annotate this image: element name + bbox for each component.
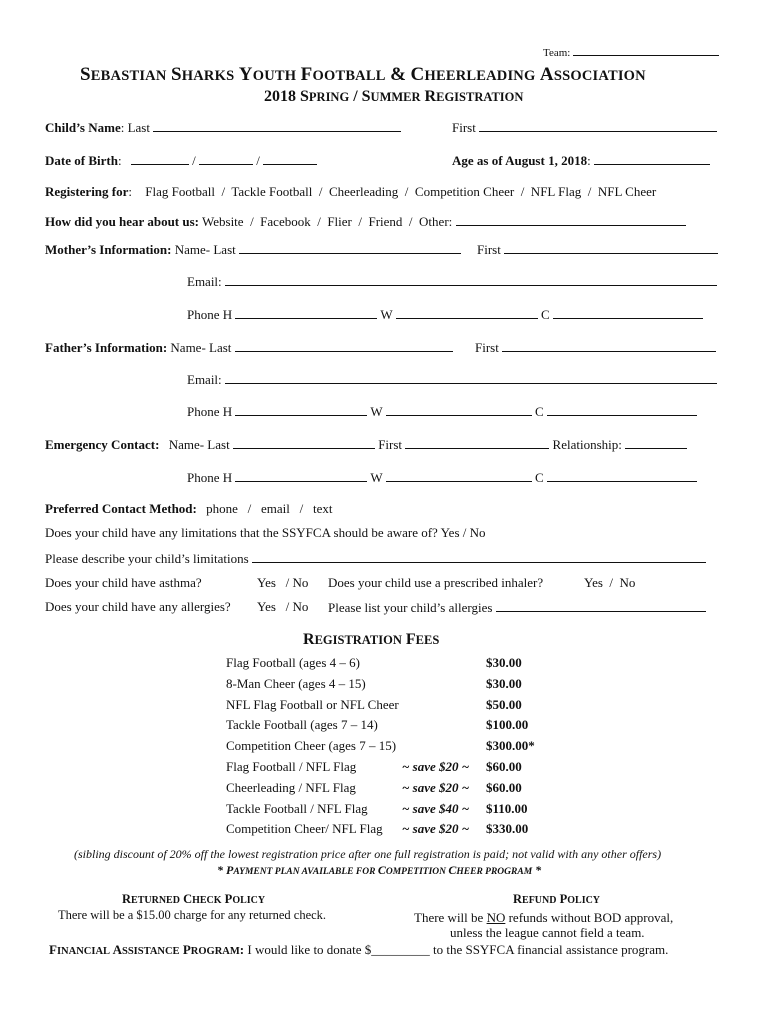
fee-item-name: NFL Flag Football or NFL Cheer	[226, 697, 399, 712]
title-word: REGISTRATION	[424, 88, 524, 105]
fee-item-name: Tackle Football / NFL Flag	[226, 801, 368, 816]
father-first-name-field[interactable]	[502, 339, 716, 352]
mother-phone-row: Phone H W C	[187, 306, 703, 323]
father-email-field[interactable]	[225, 371, 717, 384]
allergy-list-field[interactable]	[496, 599, 706, 612]
fee-item-price: $50.00	[486, 697, 522, 712]
hear-row: How did you hear about us: Website / Facebook / Flier / Friend / Other:	[45, 213, 686, 230]
form-title	[80, 64, 646, 86]
asthma-yes-no[interactable]: Yes / No	[257, 575, 309, 590]
fee-item-name: 8-Man Cheer (ages 4 – 15)	[226, 676, 366, 691]
title-word: SUMMER	[361, 88, 421, 105]
contact-method-row: Preferred Contact Method: phone / email / text	[45, 501, 333, 516]
title-word: FOOTBALL	[300, 64, 386, 85]
mother-last-name-field[interactable]	[239, 241, 461, 254]
fee-item-name: Flag Football (ages 4 – 6)	[226, 655, 360, 670]
fee-item-price: $330.00	[486, 821, 529, 836]
emergency-phone-work-field[interactable]	[386, 469, 532, 482]
title-word: /	[353, 88, 358, 105]
hear-other-field[interactable]	[456, 213, 686, 226]
mother-phone-home-field[interactable]	[235, 306, 377, 319]
inhaler-question: Does your child use a prescribed inhaler?	[328, 575, 544, 590]
child-last-name-field[interactable]	[153, 119, 401, 132]
fee-item-price: $110.00	[486, 801, 528, 816]
father-email-row: Email:	[187, 371, 717, 388]
registering-row: Registering for: Flag Football / Tackle Football / Cheerleading / Competition Cheer / NFL Flag / NFL Cheer	[45, 184, 657, 199]
fee-item-name: Competition Cheer (ages 7 – 15)	[226, 738, 397, 753]
age-row: Age as of August 1, 2018:	[452, 152, 710, 169]
hear-options[interactable]: Website / Facebook / Flier / Friend / Other:	[202, 214, 453, 229]
fee-item-name: Cheerleading / NFL Flag	[226, 780, 356, 795]
emergency-phone-row: Phone H W C	[187, 469, 697, 486]
mother-email-row: Email:	[187, 273, 717, 290]
payment-plan-note: * PAYMENT PLAN AVAILABLE FOR COMPETITION CHEER PROGRAM *	[217, 863, 542, 877]
sibling-note: (sibling discount of 20% off the lowest registration price after one full registration is paid; not valid with any other offers)	[74, 847, 662, 861]
registering-options[interactable]: Flag Football / Tackle Football / Cheerleading / Competition Cheer / NFL Flag / NFL Cheer	[145, 184, 657, 199]
title-word: &	[390, 64, 407, 85]
fee-item-savings: ~ save $20 ~	[402, 759, 470, 774]
form-subtitle: 2018 SPRING / SUMMER REGISTRATION	[264, 88, 524, 105]
child-first-row: First	[452, 119, 717, 136]
allergies-question: Does your child have any allergies?	[45, 599, 231, 614]
fees-heading: REGISTRATION FEES	[303, 631, 440, 648]
title-word: SPRING	[300, 88, 350, 105]
emergency-phone-home-field[interactable]	[235, 469, 367, 482]
financial-assistance-row: FINANCIAL ASSISTANCE PROGRAM: I would like to donate $_________ to the SSYFCA financial assistance program.	[49, 942, 669, 957]
title-word: YOUTH	[238, 64, 297, 85]
limitations-field[interactable]	[252, 550, 706, 563]
mother-name-row: Mother’s Information: Name- Last	[45, 241, 461, 258]
refund-text: There will be NO refunds without BOD approval,	[414, 910, 674, 925]
father-phone-cell-field[interactable]	[547, 403, 697, 416]
fee-item-name: Competition Cheer/ NFL Flag	[226, 821, 383, 836]
allergies-yes-no[interactable]: Yes / No	[257, 599, 309, 614]
mother-first-name-field[interactable]	[504, 241, 718, 254]
dob-year-field[interactable]	[263, 152, 317, 165]
fee-item-savings: ~ save $20 ~	[402, 780, 470, 795]
father-first-row: First	[475, 339, 716, 356]
team-field[interactable]	[573, 46, 719, 56]
mother-phone-work-field[interactable]	[396, 306, 538, 319]
father-last-name-field[interactable]	[235, 339, 453, 352]
age-field[interactable]	[594, 152, 710, 165]
title-word: CHEERLEADING	[410, 64, 536, 85]
inhaler-yes-no[interactable]: Yes / No	[584, 575, 636, 590]
fee-item-savings: ~ save $40 ~	[402, 801, 470, 816]
child-name-row: Child’s Name: Last	[45, 119, 401, 136]
fee-item-price: $30.00	[486, 676, 522, 691]
refund-text-2: unless the league cannot field a team.	[450, 925, 645, 940]
fee-item-price: $30.00	[486, 655, 522, 670]
fee-item-price: $60.00	[486, 780, 522, 795]
allergy-list-row: Please list your child’s allergies	[328, 599, 706, 616]
father-name-row: Father’s Information: Name- Last	[45, 339, 453, 356]
returned-check-text: There will be a $15.00 charge for any returned check.	[58, 908, 327, 922]
dob-month-field[interactable]	[131, 152, 189, 165]
father-phone-work-field[interactable]	[386, 403, 532, 416]
fee-item-name: Tackle Football (ages 7 – 14)	[226, 717, 378, 732]
emergency-name-row: Emergency Contact: Name- Last First Relationship:	[45, 436, 687, 453]
mother-first-row: First	[477, 241, 718, 258]
mother-phone-cell-field[interactable]	[553, 306, 703, 319]
emergency-last-name-field[interactable]	[233, 436, 375, 449]
team-label: Team:	[543, 46, 719, 59]
emergency-relationship-field[interactable]	[625, 436, 687, 449]
fee-item-savings: ~ save $20 ~	[402, 821, 470, 836]
emergency-phone-cell-field[interactable]	[547, 469, 697, 482]
returned-check-heading: RETURNED CHECK POLICY	[122, 892, 266, 906]
contact-method-options[interactable]: phone / email / text	[206, 501, 333, 516]
emergency-first-name-field[interactable]	[405, 436, 549, 449]
fee-item-price: $100.00	[486, 717, 529, 732]
dob-row: Date of Birth: / /	[45, 152, 317, 169]
asthma-question: Does your child have asthma?	[45, 575, 202, 590]
title-word: ASSOCIATION	[539, 64, 646, 85]
father-phone-row: Phone H W C	[187, 403, 697, 420]
dob-day-field[interactable]	[199, 152, 253, 165]
donation-amount-field[interactable]: _________	[371, 942, 430, 957]
title-word: SEBASTIAN	[80, 64, 167, 85]
fee-item-price: $300.00*	[486, 738, 535, 753]
title-word: SHARKS	[170, 64, 235, 85]
fee-item-name: Flag Football / NFL Flag	[226, 759, 357, 774]
limitations-question[interactable]: Does your child have any limitations that the SSYFCA should be aware of? Yes / No	[45, 525, 486, 540]
father-phone-home-field[interactable]	[235, 403, 367, 416]
limitations-describe-row: Please describe your child’s limitations	[45, 550, 706, 567]
child-first-name-field[interactable]	[479, 119, 717, 132]
fee-item-price: $60.00	[486, 759, 522, 774]
mother-email-field[interactable]	[225, 273, 717, 286]
refund-heading: REFUND POLICY	[513, 892, 601, 906]
